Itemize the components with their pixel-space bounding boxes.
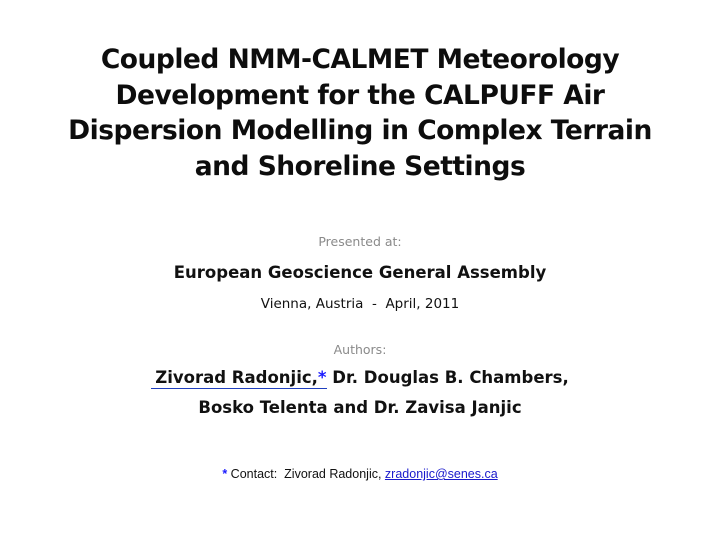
location-date-text: Vienna, Austria - April, 2011 [260,296,460,312]
authors-line-2: Bosko Telenta and Dr. Zavisa Janjic [198,398,522,417]
title-line-4: and Shoreline Settings [194,150,526,182]
corresponding-author-marker: * [317,368,327,387]
authors-label: Authors: [333,342,387,357]
contact-email-link[interactable]: zradonjic@senes.ca [384,467,498,481]
title-line-1: Coupled NMM-CALMET Meteorology [100,44,620,75]
event-name: European Geoscience General Assembly [173,263,547,282]
authors-line-1 [0,368,720,387]
presented-at-label: Presented at: [318,234,402,249]
contact-line [0,467,720,481]
co-author-chambers: Dr. Douglas B. Chambers, [326,368,569,387]
title-line-2: Development for the CALPUFF Air [115,79,605,111]
primary-author-link[interactable] [151,368,326,389]
location-date [0,296,720,312]
contact-text: Contact: Zivorad Radonjic, [227,467,385,481]
primary-author-name: Zivorad Radonjic, [155,368,318,387]
contact-marker: * [222,467,228,481]
title-line-3: Dispersion Modelling in Complex Terrain [68,115,652,146]
slide-title [40,42,680,184]
